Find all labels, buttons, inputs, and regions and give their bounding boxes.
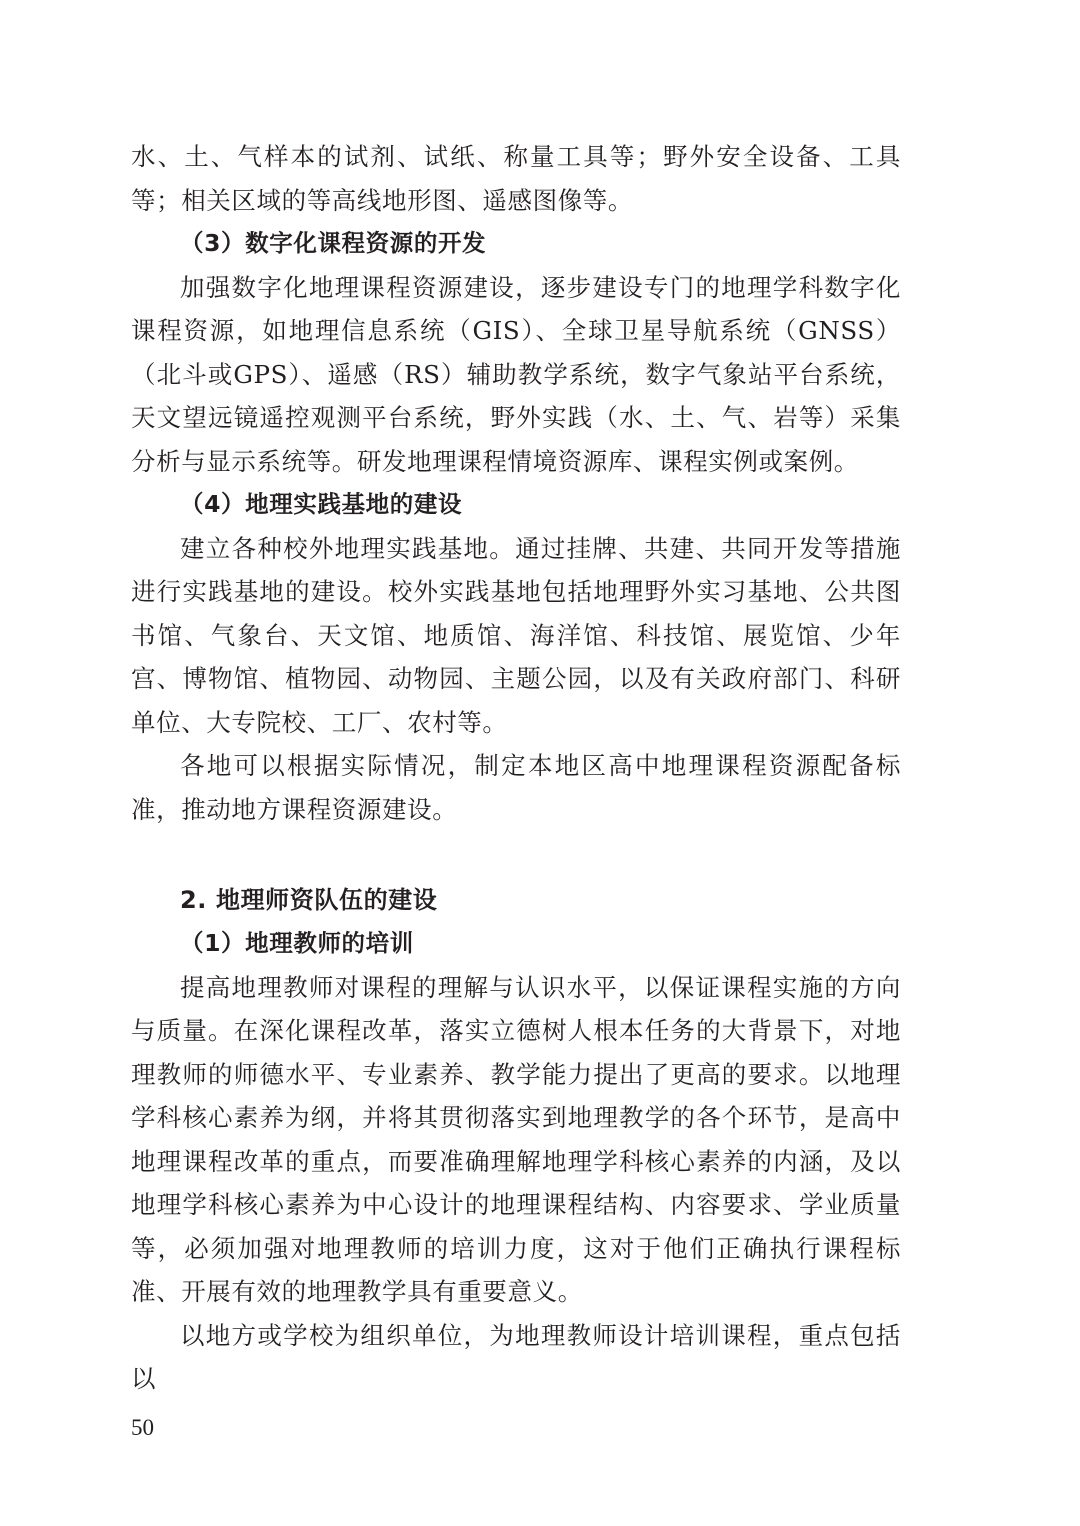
page-number: 50	[131, 1415, 154, 1440]
paragraph-training-courses: 以地方或学校为组织单位，为地理教师设计培训课程，重点包括以	[131, 1320, 901, 1393]
page-body	[131, 135, 901, 1401]
paragraph-digital-resources: 加强数字化地理课程资源建设，逐步建设专门的地理学科数字化课程资源，如地理信息系统（GIS）、全球卫星导航系统（GNSS）（北斗或GPS）、遥感（RS）辅助教学系统，数字气象站平台系统，天文望远镜遥控观测平台系统，野外实践（水、土、气、岩等）采集分析与显示系统等。研发地理课程情境资源库、课程实例或案例。	[131, 272, 901, 476]
paragraph-practice-bases: 建立各种校外地理实践基地。通过挂牌、共建、共同开发等措施进行实践基地的建设。校外实践基地包括地理野外实习基地、公共图书馆、气象台、天文馆、地质馆、海洋馆、科技馆、展览馆、少年宫、博物馆、植物园、动物园、主题公园，以及有关政府部门、科研单位、大专院校、工厂、农村等。	[131, 533, 901, 737]
paragraph-local-standards: 各地可以根据实际情况，制定本地区高中地理课程资源配备标准，推动地方课程资源建设。	[131, 751, 901, 824]
subheading-digital-resources: （3）数字化课程资源的开发	[180, 229, 487, 257]
section-title-teachers: 2. 地理师资队伍的建设	[180, 886, 438, 914]
paragraph-teacher-training: 提高地理教师对课程的理解与认识水平，以保证课程实施的方向与质量。在深化课程改革，落实立德树人根本任务的大背景下，对地理教师的师德水平、专业素养、教学能力提出了更高的要求。以地理学科核心素养为纲，并将其贯彻落实到地理教学的各个环节，是高中地理课程改革的重点，而要准确理解地理学科核心素养的内涵，及以地理学科核心素养为中心设计的地理课程结构、内容要求、学业质量等，必须加强对地理教师的培训力度，这对于他们正确执行课程标准、开展有效的地理教学具有重要意义。	[131, 972, 901, 1306]
subheading-teacher-training: （1）地理教师的培训	[180, 929, 414, 957]
paragraph-continued: 水、土、气样本的试剂、试纸、称量工具等；野外安全设备、工具等；相关区域的等高线地形图、遥感图像等。	[131, 142, 901, 215]
subheading-practice-bases: （4）地理实践基地的建设	[180, 490, 463, 518]
